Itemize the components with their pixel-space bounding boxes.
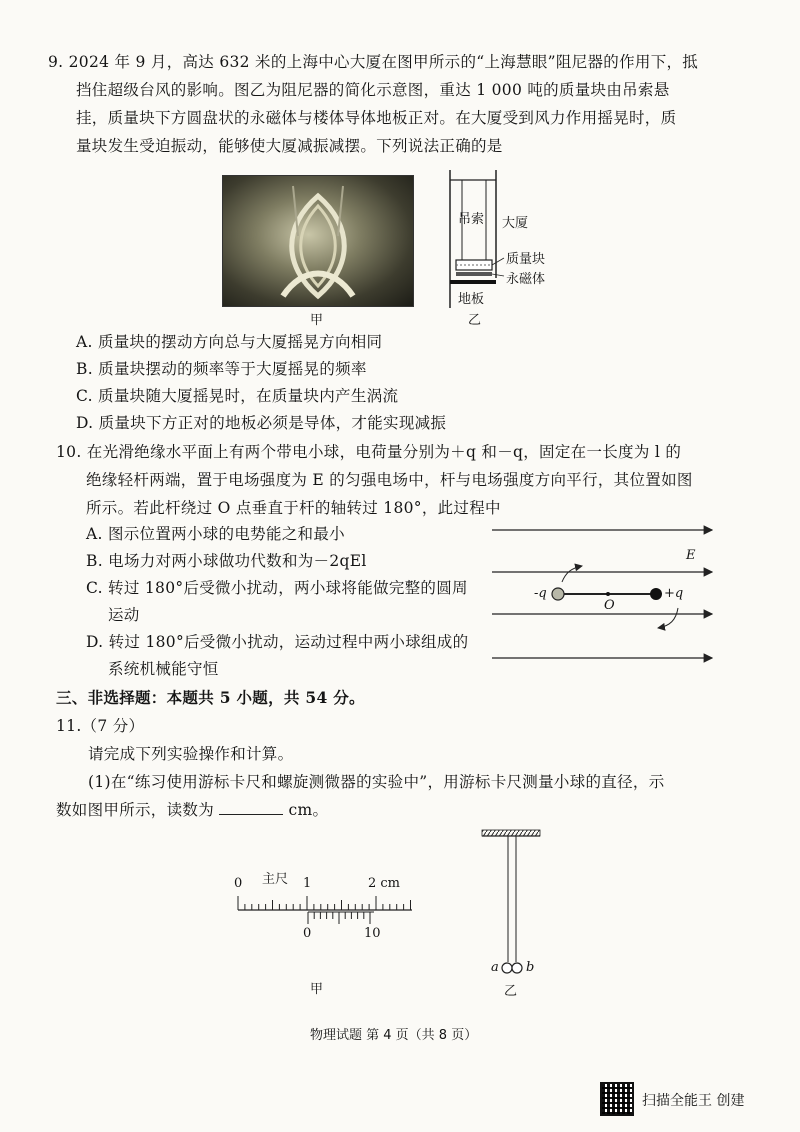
q9-option-b: B. 质量块摆动的频率等于大厦摇晃的频率 (76, 360, 367, 378)
damper-photo (222, 175, 414, 307)
q9-line-4: 量块发生受迫振动，能够使大厦减振减摆。下列说法正确的是 (76, 137, 503, 155)
label-floor: 地板 (458, 292, 485, 307)
field-label-e: E (686, 548, 696, 563)
label-mass: 质量块 (506, 252, 546, 267)
vernier-tick-0: 0 (303, 926, 312, 941)
fig-jia-caption: 甲 (310, 313, 324, 328)
pendulum-figure (478, 826, 548, 986)
q10-option-c: C. 转过 180°后受微小扰动，两小球将能做完整的圆周 (86, 579, 468, 597)
q11-part1-unit: cm。 (288, 801, 329, 819)
q10-line-3: 所示。若此杆绕过 O 点垂直于杆的轴转过 180°，此过程中 (86, 499, 501, 517)
fig-yi-caption: 乙 (468, 313, 482, 328)
answer-blank[interactable] (219, 800, 283, 815)
center-o-label: O (604, 598, 615, 613)
qr-code-icon (600, 1082, 634, 1116)
q11-part1-text: 数如图甲所示，读数为 (56, 801, 215, 819)
q11-intro: 请完成下列实验操作和计算。 (88, 745, 294, 763)
main-tick-2: 2 cm (368, 876, 401, 891)
electric-field-diagram (490, 520, 720, 670)
q11-part1-line2 (56, 800, 328, 820)
q9-line-3: 挂，质量块下方圆盘状的永磁体与楼体导体地板正对。在大厦受到风力作用摇晃时，质 (76, 109, 677, 127)
q10-line-2: 绝缘轻杆两端，置于电场强度为 E 的匀强电场中，杆与电场强度方向平行，其位置如图 (86, 471, 693, 489)
main-tick-1: 1 (303, 876, 312, 891)
q9-option-c: C. 质量块随大厦摇晃时，在质量块内产生涡流 (76, 387, 399, 405)
q11-part1-line1: (1)在“练习使用游标卡尺和螺旋测微器的实验中”，用游标卡尺测量小球的直径，示 (88, 773, 665, 791)
main-tick-0: 0 (234, 876, 243, 891)
q9-line-1: 9. 2024 年 9 月，高达 632 米的上海中心大厦在图甲所示的“上海慧眼”阻尼器的作用下，抵 (48, 53, 699, 71)
q10-option-b: B. 电场力对两小球做功代数和为－2qEl (86, 552, 367, 570)
charge-pos-label: +q (664, 586, 684, 601)
q10-option-d-cont: 系统机械能守恒 (108, 660, 219, 678)
q10-option-a: A. 图示位置两小球的电势能之和最小 (86, 525, 345, 543)
q9-option-a: A. 质量块的摆动方向总与大厦摇晃方向相同 (76, 333, 383, 351)
q9-option-d: D. 质量块下方正对的地板必须是导体，才能实现减振 (76, 414, 447, 432)
q11-header: 11.（7 分） (56, 717, 145, 735)
label-building: 大厦 (502, 216, 529, 231)
charge-neg-label: -q (534, 586, 547, 601)
damper-schematic (440, 168, 560, 308)
pendulum-caption: 乙 (504, 984, 518, 999)
damper-sculpture-icon (223, 176, 413, 306)
section-3-title: 三、非选择题：本题共 5 小题，共 54 分。 (56, 688, 365, 707)
q9-line-2: 挡住超级台风的影响。图乙为阻尼器的简化示意图，重达 1 000 吨的质量块由吊索悬 (76, 81, 670, 99)
pendulum-label-b: b (526, 960, 535, 975)
scanner-watermark: 扫描全能王 创建 (642, 1093, 745, 1109)
main-scale-label: 主尺 (262, 872, 289, 887)
label-magnet: 永磁体 (506, 272, 546, 287)
vernier-tick-10: 10 (364, 926, 381, 941)
q10-option-d: D. 转过 180°后受微小扰动，运动过程中两小球组成的 (86, 633, 469, 651)
q10-option-c-cont: 运动 (108, 606, 140, 624)
q10-line-1: 10. 在光滑绝缘水平面上有两个带电小球，电荷量分别为＋q 和－q，固定在一长度为 l 的 (56, 443, 682, 461)
page-footer: 物理试题 第 4 页（共 8 页） (310, 1028, 478, 1043)
label-cable: 吊索 (458, 212, 485, 227)
caliper-caption: 甲 (310, 982, 324, 997)
pendulum-label-a: a (491, 960, 499, 975)
